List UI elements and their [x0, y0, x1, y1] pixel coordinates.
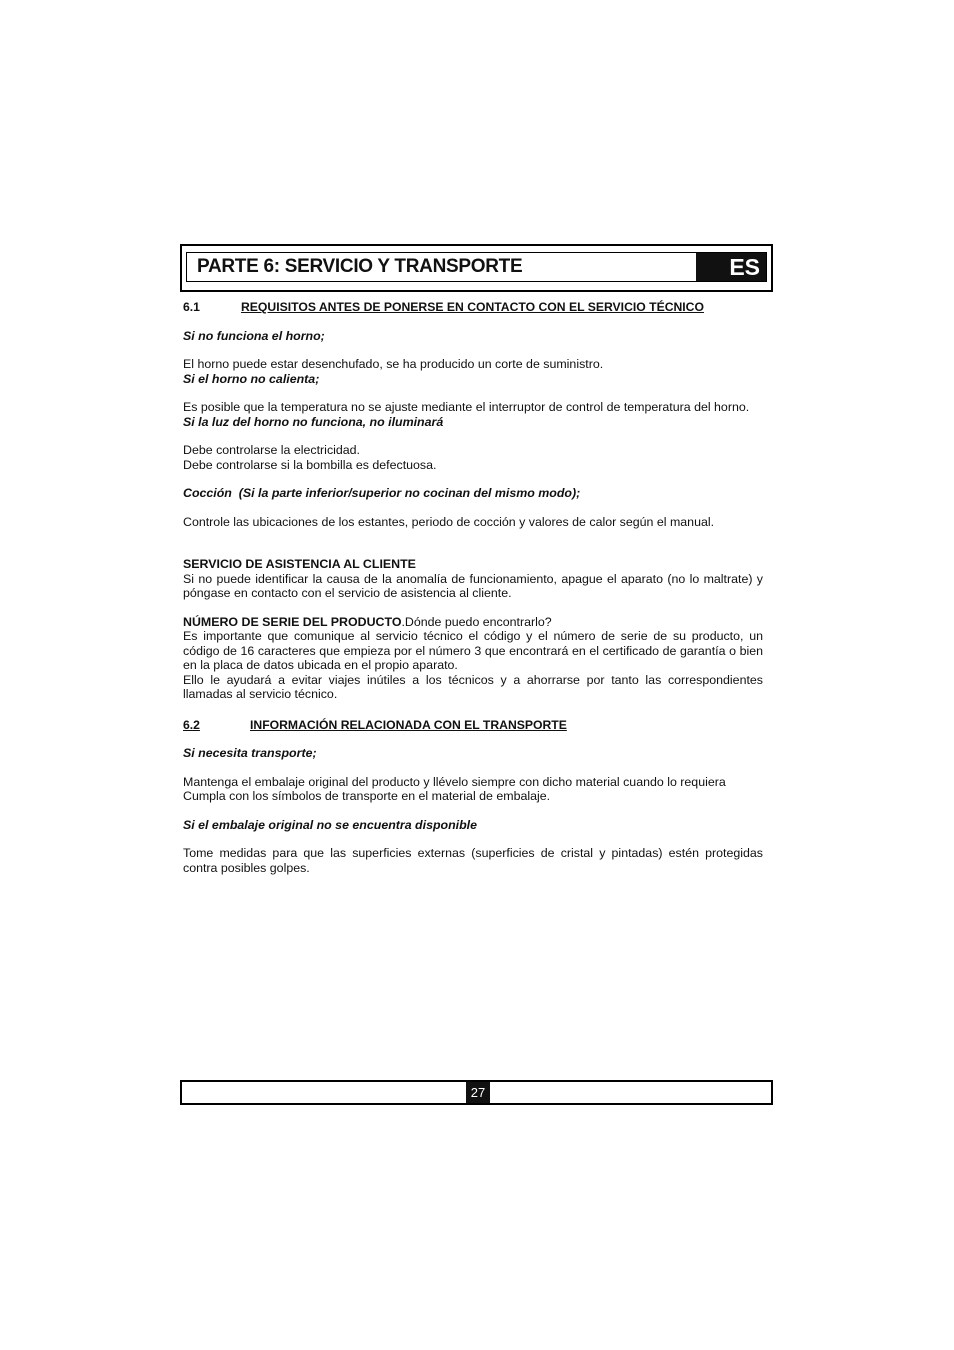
answer-cooking: Controle las ubicaciones de los estantes, periodo de cocción y valores de calor según el manual. [183, 514, 715, 529]
section-title: REQUISITOS ANTES DE PONERSE EN CONTACTO CON EL SERVICIO TÉCNICO [241, 300, 704, 314]
page-title: PARTE 6: SERVICIO Y TRANSPORTE [197, 256, 523, 277]
question-transport: Si necesita transporte; [183, 746, 317, 760]
question-oven-light: Si la luz del horno no funciona, no iluminará [183, 414, 444, 429]
question-cooking: Cocción (Si la parte inferior/superior no cocinan del mismo modo); [183, 486, 581, 500]
answer-packaging: Tome medidas para que las superficies externas (superficies de cristal y pintadas) estén protegidas contra posibles golpes. [183, 846, 763, 875]
question-packaging: Si el embalaje original no se encuentra disponible [183, 817, 478, 832]
section-6-2-heading [183, 718, 763, 733]
page-number: 27 [466, 1082, 490, 1103]
answer-oven-light-2: Debe controlarse si la bombilla es defectuosa. [183, 457, 437, 472]
section-number: 6.1 [183, 300, 200, 314]
page-footer [180, 1080, 773, 1105]
serial-number-text-2: Ello le ayudará a evitar viajes inútiles a los técnicos y a ahorrarse por tanto las correspondientes llamadas al servicio técnico. [183, 672, 763, 701]
serial-number-text-1: Es importante que comunique al servicio técnico el código y el número de serie de su producto, un código de 16 caracteres que empieza por el número 3 que encontrará en el certificado de garantía o bien en la placa de datos ubicada en el propio aparato. [183, 629, 763, 672]
section-6-1-heading [183, 300, 763, 315]
answer-transport-2: Cumpla con los símbolos de transporte en el material de embalaje. [183, 789, 551, 803]
serial-number-line [183, 615, 763, 630]
question-oven-not-working: Si no funciona el horno; [183, 328, 325, 343]
section-header [180, 244, 773, 292]
section-title: INFORMACIÓN RELACIONADA CON EL TRANSPORTE [250, 717, 567, 732]
answer-oven-not-heating: Es posible que la temperatura no se ajuste mediante el interruptor de control de temperatura del horno. [183, 400, 750, 414]
serial-number-question: .Dónde puedo encontrarlo? [401, 614, 552, 629]
customer-service-heading: SERVICIO DE ASISTENCIA AL CLIENTE [183, 557, 416, 571]
answer-oven-light-1: Debe controlarse la electricidad. [183, 443, 361, 457]
answer-transport-1: Mantenga el embalaje original del producto y llévelo siempre con dicho material cuando lo requiera [183, 774, 726, 789]
question-oven-not-heating: Si el horno no calienta; [183, 371, 320, 386]
section-number: 6.2 [183, 717, 200, 732]
serial-number-heading: NÚMERO DE SERIE DEL PRODUCTO [183, 614, 402, 629]
section-header-inner [186, 252, 767, 282]
answer-oven-not-working: El horno puede estar desenchufado, se ha producido un corte de suministro. [183, 357, 604, 371]
document-body [183, 300, 763, 875]
language-badge: ES [696, 253, 766, 281]
customer-service-text: Si no puede identificar la causa de la anomalía de funcionamiento, apague el aparato (no lo maltrate) y póngase en contacto con el servicio de asistencia al cliente. [183, 571, 763, 600]
